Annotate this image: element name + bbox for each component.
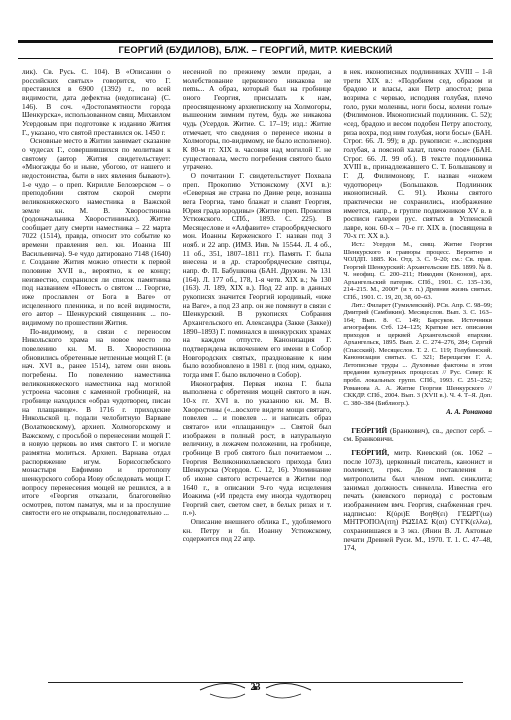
- paragraph: в нек. иконописных подлинниках XVIII – 1-й трети XIX в.: «Подобием сед, образом и брадою и власы, аки Петр апостол; риза возрима с червью, исподняя голубая, плечо голо, руки моленны, ноги босы, колени голы» (Филимонов. Иконописный подлинник. С. 52); «сед, брадою и весом подобен Петру апостолу, риза вохра, под ним голубая, ноги босы» (БАН. Строг. 66. Л. 99); в др. рукописи: «...исподняя голубая, а поясной халат, плечо голое» (БАН. Строг. 66. Л. 99 об.). В тексте подлинника XVIII в., принадлежавшего С. Т. Большакову и Г. Д. Филимонову, Г. назван «ножем чудотворец» (Большаков. Подлинник иконописный. С. 91). Иконы святого практически не сохранились, изображение имеется, напр., в группе подвижников XV в. в росписи галереи рус. святых в Успенской лавре, кон. 60-х – 70-е гг. XIX в. (посвящена в 70-х гг. XX в.).: [343, 68, 493, 241]
- text-columns: [22, 68, 492, 680]
- column-1: [22, 68, 171, 680]
- header-top-rule: [18, 40, 493, 43]
- entry-text: митр. Киевский (ок. 1062 – после 1073), церковный писатель, канонист и полемист, грек. До поставления в митрополиты был членом имп. синклита; занимал должность синкелла. Известна его печать (киевского периода) с ростовым изображением вмч. Георгия, снабженная греч. надписью: К(ύρι)Е ΒοηΘ(ει) ΓΕΩΡΓ(ιω) ΜΗΤΡΟΠΟΛ(ιτη) ΡΩΣΙΑΣ К(αι) СҮΓΚ(ελλω), сохранившаяся в 3 экз. (Янин В. Л. Актовые печати Древней Руси. М., 1970. Т. 1. С. 47–48, 174,: [343, 448, 493, 553]
- column-3: [343, 68, 492, 680]
- paragraph: несенной по прежнему земли предан, а молебствование церковного никакова не пеmь... А образ, который был на гробнице оного Георгия, присылать к нам, преосвященному архиепископу на Холмогоры, вышеоним зимним путем, будь же никакова чудь (Усердов. Житие. С. 17–19; изд.: Житие отмечает, что сведения о перенесе иконы в Холмогоры, по-видимому, не было исполнено). К 80-м гг. XIX в. часовня над могилой Г. не существовала, место погребения святого было утрачено.: [182, 68, 332, 172]
- entry-text: (Бранкович), св., деспот серб. – см. Бранковичи.: [343, 425, 493, 444]
- paragraph: лик). Св. Русь. С. 104). В «Описании о российских святых» говорится, что Г. преставился в 6900 (1392) г., по всей видимости, дата дефектна (недописана) (С. 146). В соч. «Достопамятности города Шенкурска», использованном свящ. Михаилом Усердовым при подготовке к изданию Жития Г., указано, что святой преставился ок. 1450 г.: [22, 68, 171, 137]
- paragraph: Описание внешнего облика Г., удобляемого кн. Петру и бл. Иоанну Устюжскому, содержится под 22 апр.: [182, 517, 332, 544]
- page-number: 23: [250, 682, 261, 693]
- author-signature: А. А. Романова: [446, 408, 493, 417]
- entry-headword: ГЕО́РГИЙ: [351, 425, 388, 435]
- entry-georgiy-kiev: [343, 449, 492, 553]
- paragraph: По-видимому, в связи с переносом Никольского храма на новое место по повелению кн. М. В. Хворостинина обновились обретенные нетленные мощей Г. (в нач. XVI в., ранее 1514), затем они вновь погребены. По повелению наместника великокняжеского наместника над могилой устроена часовня с каменной гробницей, на гробнице находился «образ чудотворец, писан на плащанице». В 1716 г. приходские Никольской ц. подали челобитную Варваве (Волатковскому), архиеп. Холмогорскому и Важскому, с просьбой о перенесении мощей Г. в новую церковь во имя святого Г. и могиле размятна молиться. Архиеп. Варнава отдал распоряжение игум. Борисоглебского монастыря Евфимию и протопопу шенкурского собора Иову обследовать мощи Г. вопросу перенесения мощей не решился, а в итоге «Георгия отказали, благоговейно осмотрев, потом паматуя, мы и за прослушие святости его не открывали, последовательно ...: [22, 326, 171, 518]
- running-title: ГЕОРГИЙ (БУДИЛОВ), БЛЖ. – ГЕОРГИЙ, МИТР. КИЕВСКИЙ: [118, 44, 393, 55]
- header-bottom-rule: [18, 58, 493, 59]
- paragraph: О почитании Г. свидетельствует Похвала преп. Прокопию Устюжскому (XVI в.): «Северная же страна по Двине реце, вознаша вега Георгиа, тамо блажат и славят Георгия, Юрия града юродивы» (Житие преп. Прокопия Устюжского. СПб., 1893. С. 225). В Месяцеслове и «Алфавите» старообрядческого мон. Иоанны Керженского Г. назван под 3 нояб. и 22 апр. (ИМЗ. Инв. № 15544. Л. 4 об., 11 об., 351, 1807–1811 гг.). Память Г. была внесена и в др. старообрядческие святцы, напр. Ф. П. Бабушкина (БАН. Дружин. № 131 (164). Л. 177 об., 178, 1-я четв. XIX в.; № 130 (163). Л. 189, XIX в.). Под 22 апр. в данных рукописях значится Георгий юродивый, «иже на Ваге», а под 23 апр. он же помянут в связи с Шенкурский. В рукописях Собрания Архангельского еп. Александра (Закке (Закке)) 1890–1893) Г. поминался в шенкурских храмах на каждом отпусте. Канонизация Г. подтверждена включением его имени в Собор Новгородских святых, празднование к ним было возобновлено в 1981 г. (под ним, однако, тогда имя Г. было включено в Собор).: [182, 170, 332, 379]
- sources-paragraph: Ист.: Усердов М., свящ. Житие Георгия Шенкурского и гравюры процесс. Вероятно и ЧОЛДП. 1885. Кн. Отд. 3. С. 9–20; см.: Св. прав. Георгий Шенкурский: Архангельские ЕВ. 1899. № 8. Ч. неофиц. С. 200–211; Никодим (Кононов), арх. Архангельский патерик. СПб., 1901. С. 135–136, 214–215. М., 2000* (и т. п.) Древняя жизнь святых. СПб., 1901. С. 19, 20, 38, 60–63.: [343, 241, 493, 301]
- entry-georgiy-brankovich: [343, 427, 492, 444]
- column-2: [183, 68, 332, 680]
- entry-headword: ГЕО́РГИЙ,: [351, 448, 390, 458]
- paragraph: Иконография. Первая икона Г. была выполнена с обретения мощей святого в нач. 10-х гг. XVI в. по указанию кн. М. В. Хворостины («...восхоте видети мощи святаго, повелев ... и повелев ... и написать образ святаго» или «плащаницу» ... Святой был изображен в полный рост, в натуральную величину, в лежачем положении, на гробнице, гробнице В гроб святого был почитаемом ... Георгия Великониколаевского прихода близ Шенкурска (Усердов. С. 12, 16). Упоминание об иконе святого встречается в Житии под 1640 г., в описании 9-го чуда исцеления Иоакима («И предста ему иногда чудотворец Георгий свет, светом свет, в белых ризах и т. п.»).: [182, 378, 332, 518]
- running-header: [0, 0, 511, 60]
- paragraph: Основные место в Житии занимает сказание о чудесах Г., совершившихся по молитвам к святому (автор Жития свидетельствует: «Многажды бо и ныне, убогою, от нашего и недостоинства, быти в них явления бывают»). 1-е чудо – о преп. Кирилле Белозерском – о преподобнии святом скорой смерти великокняжеского наместника в Важской земле кн. М. В. Хворостинина (родоначальника Хворостининых). Житие сообщает дату смерти наместника – 22 марта 7022 (1514), правда, относит это событие ко времени правления вел. кн. Иоанна III Васильевича). 9-е чудо датировано 7148 (1640) г. Создание Жития можно отнести к первой половине XVII в., вероятно, к ее концу; неизвестно, сохранился ли список памятника под названием «Повесть о святом ... Георгие, иже прославлен от Бога в Ваге» от исцеленного пленника, и по всей видимости, его автор – Шенкурский священник ... по-видимому по прошествии Жития.: [22, 136, 171, 328]
- literature-paragraph: Лит.: Филарет (Гумилевский). РСв. Апр. С. 98–99; Дмитрий (Самбикин). Месяцеслов. Вып. 3. С. 163–164; Вып. 8. С. 149; Барсуков. Источники агиографии. Стб. 124–125; Краткие ист. описания приходов и церквей Архангельской епархии. Архангельск, 1895. Вып. 2. С. 274–276, 284; Сергий (Спасский). Месяцеслов. Т. 2. С. 119; Голубинский. Канонизация святых. С. 321; Верещагин Г. А. Летописные труды ... Духовные фактоны в этом предании культурных процессах // Рус. Север: К пробл. локальных групп. СПб., 1993. С. 251–252; Романова А. А. Житие Георгия Шенкурского // СККДР. СПб., 2004. Вып. 3 (XVII в.). Ч. 4. Т–Я. Доп. С. 380–384 (Библиогр.).: [343, 301, 493, 407]
